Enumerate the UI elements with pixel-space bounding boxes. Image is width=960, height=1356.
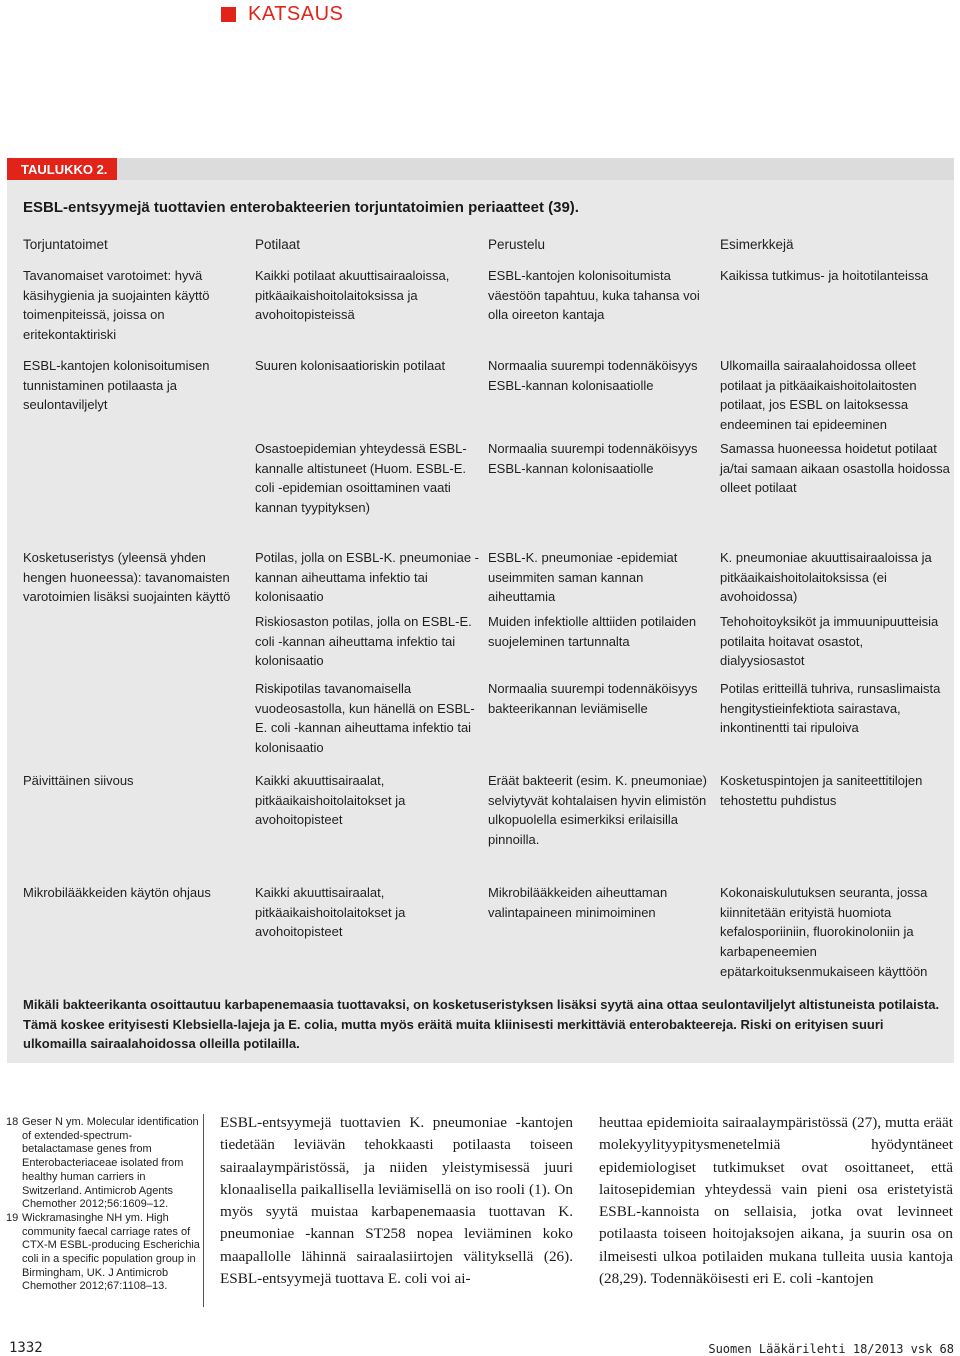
table-cell: Kosketuseristys (yleensä yhden hengen huoneessa): tavanomaisten varotoimien lisäksi suojainten käyttö — [23, 550, 231, 605]
table-cell: Suuren kolonisaatioriskin potilaat — [255, 358, 446, 373]
page-number: 1332 — [9, 1340, 43, 1356]
section-header — [221, 0, 343, 28]
column-header-measures: Torjuntatoimet — [23, 237, 108, 252]
reference-number: 19 — [6, 1211, 19, 1224]
body-column-1: ESBL-entsyymejä tuottavien K. pneumoniae -kantojen tiedetään leviävän tehokkaasti potilaasta toiseen sairaalaympäristössä, ja niiden yleistymisessä juuri klonaalisella paikallisella leviämisellä on iso rooli (1). On myös syytä muistaa karbapenemaasia tuottavan K. pneumoniae -kannan ST258 nopea leviäminen koko maapallolle lähinnä sairaalasiirtojen välityksellä (26). ESBL-entsyymejä tuottava E. coli voi ai- — [220, 1114, 573, 1288]
table-cell: Päivittäinen siivous — [23, 773, 134, 788]
column-header-patients: Potilaat — [255, 237, 301, 252]
table-cell: Normaalia suurempi todennäköisyys ESBL-kannan kolonisaatiolle — [488, 441, 698, 476]
table-cell: ESBL-kantojen kolonisoitumista väestöön tapahtuu, kuka tahansa voi olla oireeton kantaja — [488, 268, 700, 323]
table-cell: K. pneumoniae akuuttisairaaloissa ja pitkäaikaishoitolaitoksissa (ei avohoidossa) — [720, 550, 932, 605]
table-cell: ESBL-K. pneumoniae -epidemiat useimmiten saman kannan aiheuttamia — [488, 550, 678, 605]
table-label: TAULUKKO 2. — [7, 158, 117, 180]
reference-text: Geser N ym. Molecular identification of extended-spectrum-betalactamase genes from Enterobacteriaceae isolated from healthy human carriers in Switzerland. Antimicrob Agents Chemother 2012;56:1609–12. — [22, 1116, 199, 1211]
table-cell: Eräät bakteerit (esim. K. pneumoniae) selviytyvät kohtalaisen hyvin elimistön ulkopuolella esimerkiksi erilaisilla pinnoilla. — [488, 773, 707, 848]
table-cell: Mikrobilääkkeiden käytön ohjaus — [23, 885, 211, 900]
table-cell: Normaalia suurempi todennäköisyys ESBL-kannan kolonisaatiolle — [488, 358, 698, 393]
table-cell: ESBL-kantojen kolonisoitumisen tunnistaminen potilaasta ja seulontaviljelyt — [23, 358, 210, 413]
table-cell: Kokonaiskulutuksen seuranta, jossa kiinnitetään erityistä huomiota kefalosporiiniin, fluorokinoloniin ja karbapeneemien epätarkoituksenmukaiseen käyttöön — [720, 885, 928, 979]
reference-item — [6, 1116, 201, 1212]
table-label-bar — [117, 158, 954, 180]
reference-item — [6, 1212, 201, 1294]
table-cell: Kaikki potilaat akuuttisairaaloissa, pitkäaikaishoitolaitoksissa ja avohoitopisteissä — [255, 268, 450, 323]
reference-text: Wickramasinghe NH ym. High community faecal carriage rates of CTX-M ESBL-producing Escherichia coli in a specific population group in Birmingham, UK. J Antimicrob Chemother 2012;67:1108–13. — [22, 1211, 200, 1293]
table-cell: Potilas eritteillä tuhriva, runsaslimaista hengitystieinfektiota sairastava, inkontinentti tai ripuloiva — [720, 681, 941, 736]
table-cell: Mikrobilääkkeiden aiheuttaman valintapaineen minimoiminen — [488, 885, 668, 920]
table-cell: Riskiosaston potilas, jolla on ESBL-E. coli -kannan aiheuttama infektio tai kolonisaatio — [255, 614, 472, 669]
section-marker-square — [221, 7, 236, 22]
table-cell: Kosketuspintojen ja saniteettitilojen tehostettu puhdistus — [720, 773, 923, 808]
table-title: ESBL-entsyymejä tuottavien enterobakteerien torjuntatoimien periaatteet (39). — [23, 199, 579, 216]
table-cell: Normaalia suurempi todennäköisyys bakteerikannan leviämiselle — [488, 681, 698, 716]
table-cell: Kaikki akuuttisairaalat, pitkäaikaishoitolaitokset ja avohoitopisteet — [255, 773, 406, 828]
body-column-2: heuttaa epidemioita sairaalaympäristössä (27), mutta eräät molekyylityypitysmenetelmiä hyödyntäneet epidemiologiset tutkimukset ovat osoittaneet, että laitosepidemian yhteydessä vain pieni osa eristetyistä ESBL-kannoista on sellaisia, jotka ovat levinneet potilaasta toiseen hoitojaksojen aikana, ja suurin osa on ilmeisesti ulkoa potilaiden mukana tulleita uusia kantoja (28,29). Todennäköisesti eri E. coli -kantojen — [599, 1114, 953, 1288]
table-cell: Osastoepidemian yhteydessä ESBL-kannalle altistuneet (Huom. ESBL-E. coli -epidemian osoittaminen vaati kannan tyypityksen) — [255, 441, 467, 516]
column-header-rationale: Perustelu — [488, 237, 546, 252]
section-title: KATSAUS — [248, 2, 344, 25]
reference-list — [6, 1116, 201, 1294]
column-header-examples: Esimerkkejä — [720, 237, 794, 252]
table-cell: Riskipotilas tavanomaisella vuodeosastolla, kun hänellä on ESBL-E. coli -kannan aiheuttama infektio tai kolonisaatio — [255, 681, 475, 756]
table-cell: Kaikki akuuttisairaalat, pitkäaikaishoitolaitokset ja avohoitopisteet — [255, 885, 406, 940]
table-cell: Tavanomaiset varotoimet: hyvä käsihygienia ja suojainten käyttö toimenpiteissä, joissa on eritekontaktiriski — [23, 268, 210, 343]
journal-source: Suomen Lääkärilehti 18/2013 vsk 68 — [708, 1342, 954, 1356]
table-cell: Kaikissa tutkimus- ja hoitotilanteissa — [720, 268, 929, 283]
table-cell: Muiden infektiolle alttiiden potilaiden suojeleminen tartunnalta — [488, 614, 697, 649]
table-cell: Ulkomailla sairaalahoidossa olleet potilaat ja pitkäaikaishoitolaitosten potilaat, jos ESBL on laitoksessa endeeminen tai epideeminen — [720, 358, 917, 433]
table-cell: Tehohoitoyksiköt ja immuunipuutteisia potilaita hoitavat osastot, dialyysiosastot — [720, 614, 939, 669]
reference-number: 18 — [6, 1116, 19, 1128]
table-footnote: Mikäli bakteerikanta osoittautuu karbapenemaasia tuottavaksi, on kosketuseristyksen lisäksi syytä aina ottaa seulontaviljelyt altistuneista potilaista. Tämä koskee erityisesti Klebsiella-lajeja ja E. colia, mutta myös eräitä muita kliinisesti merkittäviä enterobakteereja. Riski on erityisen suuri ulkomailla sairaalahoidossa olleilla potilailla. — [23, 997, 940, 1051]
reference-divider — [203, 1114, 204, 1307]
table-cell: Samassa huoneessa hoidetut potilaat ja/tai samaan aikaan osastolla hoidossa olleet potilaat — [720, 441, 950, 496]
table-cell: Potilas, jolla on ESBL-K. pneumoniae -kannan aiheuttama infektio tai kolonisaatio — [255, 550, 480, 605]
